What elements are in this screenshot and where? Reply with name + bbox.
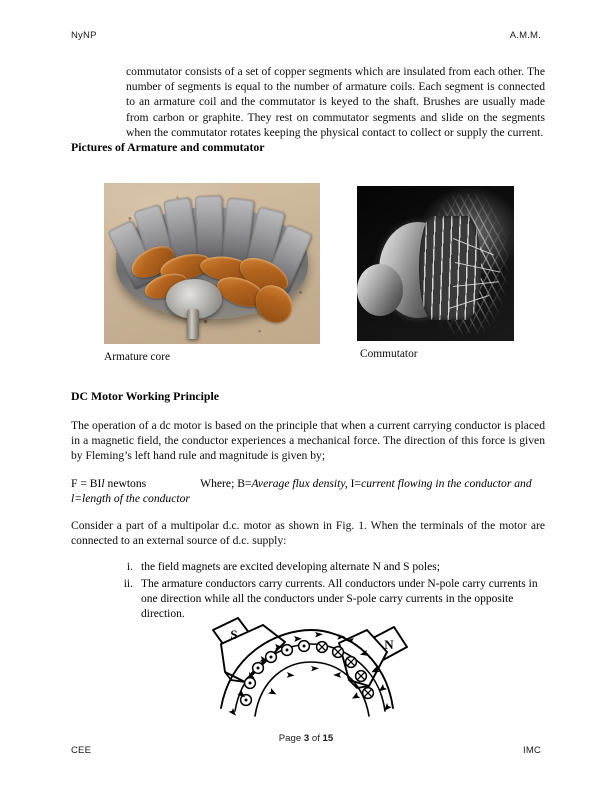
figure-caption-commutator: Commutator [360, 348, 418, 360]
lower-body-region [71, 389, 545, 624]
formula-where-label: Where; [200, 476, 235, 490]
list-item-text: The armature conductors carry currents. All conductors under N-pole carry currents in one direction while all the conductors under S-pole carry currents in the opposite direction. [141, 577, 538, 621]
s-pole-label: S [230, 627, 238, 642]
page-number [0, 733, 612, 744]
formula-i-symbol: I= [350, 476, 362, 490]
formula-l-definition: l=length of the conductor [71, 491, 190, 505]
figure-1-diagram [0, 608, 612, 725]
paragraph-dc-motor-operation: The operation of a dc motor is based on the principle that when a current carrying conductor is placed in a magnetic field, the conductor experiences a mechanical force. The direction of this force is given by Fleming’s left hand rule and magnitude is given by; [71, 419, 545, 463]
page-current: 3 [303, 733, 310, 744]
n-pole-label: N [384, 637, 394, 652]
page-header [71, 30, 541, 41]
list-item [71, 560, 545, 575]
commutator-photo [357, 186, 514, 341]
list-item-number: ii. [123, 577, 133, 590]
formula-expression: F = BI [71, 476, 102, 490]
list-item-number: i. [126, 561, 133, 574]
formula-force-equation [71, 476, 545, 506]
commutator-segments [419, 216, 481, 320]
formula-unit: newtons [104, 476, 147, 490]
figure-armature-core [104, 183, 320, 364]
formula-b-definition: Average flux density [251, 476, 345, 490]
armature-core-photo [104, 183, 320, 344]
page-prefix: Page [278, 733, 304, 744]
formula-symbol-l: l [101, 476, 105, 490]
paragraph-multipolar-motor: Consider a part of a multipolar d.c. motor as shown in Fig. 1. When the terminals of the motor are connected to an external source of d.c. supply: [71, 519, 545, 548]
upper-body-region [71, 64, 545, 155]
footer-right-text: IMC [522, 745, 541, 756]
page-footer [71, 745, 541, 756]
figure-commutator [357, 186, 514, 361]
figures-row [0, 183, 612, 363]
page-total: 15 [322, 733, 334, 744]
formula-comma: , [344, 476, 351, 490]
armature-lamination [195, 196, 224, 261]
heading-dc-motor-working-principle: DC Motor Working Principle [71, 389, 220, 403]
paragraph-commutator: commutator consists of a set of copper segments which are insulated from each other. The number of segments is equal to the number of armature coils. Each segment is connected to an armature coil and the commutator is keyed to the shaft. Brushes are usually made from carbon or graphite. They rest on commutator segments and slide on the segments when the commutator rotates keeping the physical contact to collect or supply the current. [126, 65, 545, 139]
armature-shaft [187, 309, 199, 339]
footer-left-text: CEE [71, 745, 92, 756]
header-right-text: A.M.M. [509, 30, 541, 41]
header-left-text: NyNP [71, 30, 97, 41]
formula-b-symbol: B= [237, 476, 252, 490]
commutator-shaft-end [357, 264, 403, 316]
list-item-text: the field magnets are excited developing alternate N and S poles; [141, 561, 440, 574]
formula-i-definition: current flowing in the conductor and [361, 476, 532, 490]
page-middle: of [309, 733, 323, 744]
figure-caption-armature: Armature core [104, 351, 171, 363]
heading-pictures: Pictures of Armature and commutator [71, 140, 265, 155]
multipolar-motor-svg [191, 608, 421, 720]
